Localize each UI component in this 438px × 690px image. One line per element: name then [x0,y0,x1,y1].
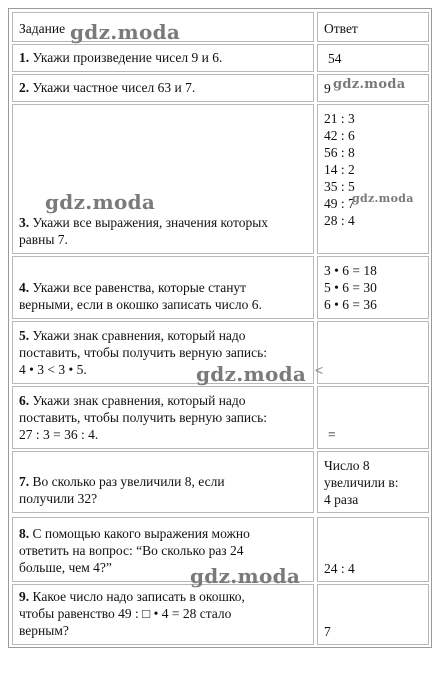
answer-text-9: 7 [324,624,331,639]
watermark: gdz.moda [196,362,307,386]
watermark: gdz.moda [190,564,301,588]
header-answer-cell [317,12,429,42]
task-cell-2 [12,74,314,102]
header-task: Задание [19,21,66,36]
answer-cell-5 [317,321,429,384]
answer-text-7: Число 8 увеличили в: 4 раза [324,458,399,507]
task-number: 7. [19,474,30,489]
caret-mark: < [315,362,324,378]
answer-text-1: 54 [328,51,342,66]
answer-cell-1 [317,44,429,72]
task-cell-4 [12,256,314,319]
answer-text-2: 9 [324,81,331,96]
watermark: gdz.moda [45,190,156,214]
answer-cell-9 [317,584,429,645]
answer-table [8,8,432,648]
header-answer: Ответ [324,21,358,36]
task-cell-3 [12,104,314,254]
answer-cell-6 [317,386,429,449]
task-question: Во сколько раз увеличили 8, если получили 32? [19,474,225,506]
task-question: Какое число надо записать в окошко, чтобы равенство 49 : □ • 4 = 28 стало верным? [19,589,245,638]
answer-text-8: 24 : 4 [324,561,355,576]
task-number: 8. [19,526,30,541]
task-number: 9. [19,589,30,604]
task-question: С помощью какого выражения можно ответить на вопрос: “Во сколько раз 24 больше, чем 4?” [19,526,250,575]
watermark: gdz.moda [333,77,406,92]
task-cell-6 [12,386,314,449]
task-question: Укажи произведение чисел 9 и 6. [29,50,223,65]
task-text-9 [19,588,308,639]
watermark: gdz.moda [70,20,181,44]
answer-cell-4 [317,256,429,319]
task-text-6 [19,392,308,443]
task-number: 5. [19,328,30,343]
task-text-3 [19,214,308,248]
task-text-7 [19,473,308,507]
task-question: Укажи знак сравнения, который надо поставить, чтобы получить верную запись: 4 • 3 < 3 • 5. [19,328,268,377]
task-text-1 [19,49,308,66]
answer-cell-8 [317,517,429,582]
task-question: Укажи все равенства, которые станут верными, если в окошко записать число 6. [19,280,262,312]
task-text-4 [19,279,308,313]
task-number: 4. [19,280,30,295]
task-number: 3. [19,215,30,230]
task-number: 2. [19,80,30,95]
task-cell-1 [12,44,314,72]
answer-text-3: 21 : 3 42 : 6 56 : 8 14 : 2 35 : 5 49 : 7 28 : 4 [324,111,355,228]
answer-text-4: 3 • 6 = 18 5 • 6 = 30 6 • 6 = 36 [324,263,377,312]
task-cell-7 [12,451,314,513]
answer-text-6: = [328,427,336,442]
answer-cell-3 [317,104,429,254]
task-question: Укажи частное чисел 63 и 7. [29,80,196,95]
watermark: gdz.moda [352,192,414,205]
task-question: Укажи все выражения, значения которых равны 7. [19,215,269,247]
task-cell-9 [12,584,314,645]
task-number: 1. [19,50,30,65]
answer-cell-7 [317,451,429,513]
task-question: Укажи знак сравнения, который надо поставить, чтобы получить верную запись: 27 : 3 = 36 : 4. [19,393,268,442]
task-number: 6. [19,393,30,408]
task-text-2 [19,79,308,96]
